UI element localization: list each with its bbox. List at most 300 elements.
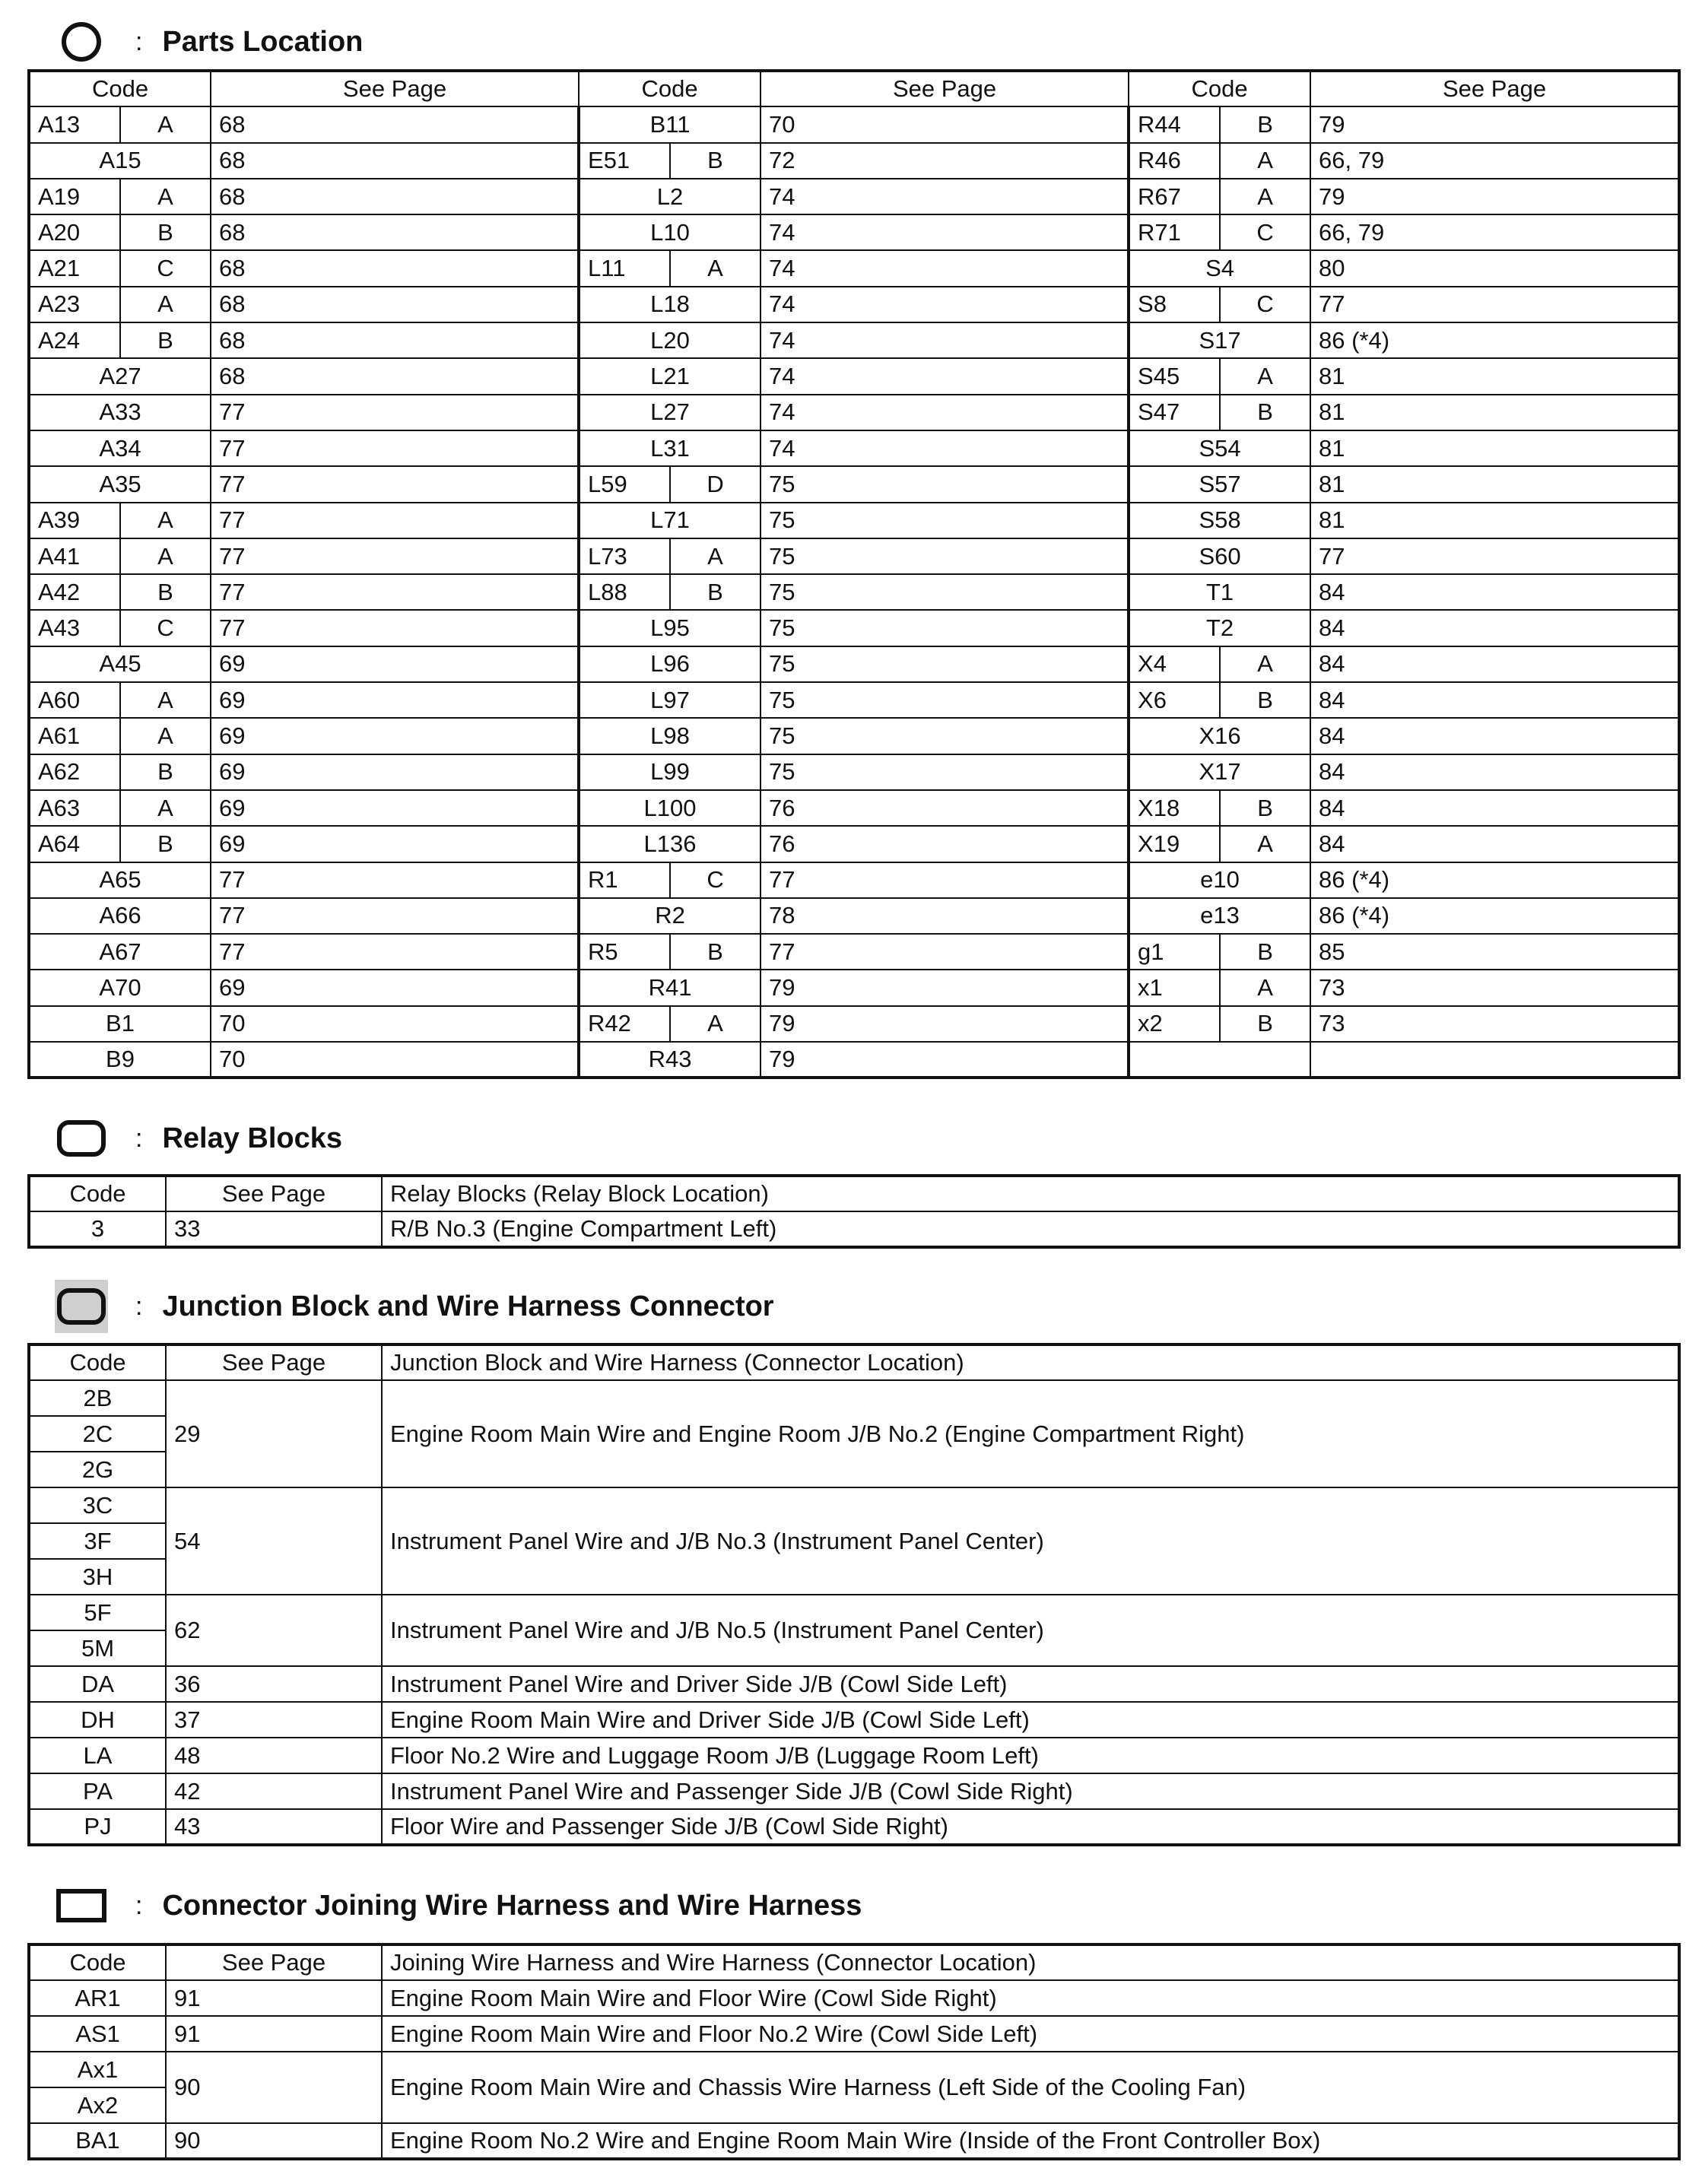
table-row	[29, 538, 1679, 574]
description-header: Joining Wire Harness and Wire Harness (Connector Location)	[382, 1944, 1679, 1980]
table-header-row	[29, 1944, 1679, 1980]
see-page-cell: 79	[761, 1042, 1129, 1078]
junction-block-heading	[55, 1280, 774, 1333]
table-row	[29, 143, 1679, 179]
code-cell: S4	[1129, 250, 1310, 286]
code-cell: A34	[29, 430, 211, 466]
code-cell: S60	[1129, 538, 1310, 574]
code-cell: LA	[29, 1738, 166, 1773]
heading-colon: :	[135, 1123, 143, 1153]
shaded-rounded-rect-symbol-icon	[55, 1280, 108, 1333]
code-suffix-cell: B	[670, 934, 761, 970]
code-cell: X16	[1129, 718, 1310, 754]
code-cell: R1	[579, 862, 670, 898]
code-cell: A33	[29, 395, 211, 430]
code-suffix-cell: A	[120, 682, 211, 718]
code-suffix-cell: B	[1220, 395, 1310, 430]
see-page-cell: 48	[166, 1738, 382, 1773]
heading-colon: :	[135, 1890, 143, 1920]
code-suffix-cell: A	[120, 287, 211, 322]
code-cell: A66	[29, 898, 211, 934]
see-page-cell: 86 (*4)	[1310, 898, 1679, 934]
code-cell: T2	[1129, 610, 1310, 646]
connector-joining-heading	[55, 1879, 862, 1932]
see-page-cell: 84	[1310, 826, 1679, 862]
code-cell: L11	[579, 250, 670, 286]
junction-block-table	[27, 1343, 1681, 1846]
see-page-cell: 81	[1310, 466, 1679, 502]
see-page-cell: 69	[211, 826, 579, 862]
code-cell: B1	[29, 1006, 211, 1042]
table-row	[29, 2123, 1679, 2159]
see-page-cell: 81	[1310, 430, 1679, 466]
see-page-cell: 75	[761, 466, 1129, 502]
see-page-cell: 69	[211, 682, 579, 718]
table-row	[29, 503, 1679, 538]
code-cell	[1129, 1042, 1310, 1078]
see-page-cell: 75	[761, 503, 1129, 538]
rounded-rect-symbol-icon	[55, 1112, 108, 1165]
code-header: Code	[579, 71, 761, 106]
description-cell: Floor Wire and Passenger Side J/B (Cowl Side Right)	[382, 1809, 1679, 1845]
table-row	[29, 718, 1679, 754]
section-title: Relay Blocks	[162, 1122, 343, 1154]
description-cell: Engine Room Main Wire and Floor No.2 Wire (Cowl Side Left)	[382, 2016, 1679, 2052]
code-suffix-cell: C	[1220, 214, 1310, 250]
see-page-cell: 33	[166, 1211, 382, 1247]
see-page-cell: 76	[761, 826, 1129, 862]
see-page-cell: 79	[761, 1006, 1129, 1042]
see-page-cell: 74	[761, 322, 1129, 358]
see-page-header: See Page	[211, 71, 579, 106]
code-suffix-cell: A	[670, 1006, 761, 1042]
code-suffix-cell: A	[1220, 646, 1310, 682]
see-page-cell: 43	[166, 1809, 382, 1845]
code-header: Code	[1129, 71, 1310, 106]
description-cell: Instrument Panel Wire and Driver Side J/B (Cowl Side Left)	[382, 1666, 1679, 1702]
see-page-cell: 75	[761, 754, 1129, 790]
code-cell: A20	[29, 214, 120, 250]
see-page-header: See Page	[761, 71, 1129, 106]
code-cell: L20	[579, 322, 761, 358]
table-row	[29, 287, 1679, 322]
see-page-cell: 70	[211, 1042, 579, 1078]
code-cell: L98	[579, 718, 761, 754]
table-row	[29, 1702, 1679, 1738]
see-page-cell: 66, 79	[1310, 214, 1679, 250]
code-cell: L99	[579, 754, 761, 790]
see-page-cell: 68	[211, 143, 579, 179]
see-page-cell: 90	[166, 2052, 382, 2123]
see-page-cell: 91	[166, 1980, 382, 2016]
code-cell: R41	[579, 970, 761, 1005]
see-page-cell: 79	[1310, 106, 1679, 142]
description-header: Relay Blocks (Relay Block Location)	[382, 1176, 1679, 1211]
code-cell: X6	[1129, 682, 1220, 718]
see-page-cell: 76	[761, 790, 1129, 826]
see-page-cell: 85	[1310, 934, 1679, 970]
code-cell: 3F	[29, 1523, 166, 1559]
see-page-cell: 70	[211, 1006, 579, 1042]
see-page-cell: 68	[211, 358, 579, 394]
code-cell: R43	[579, 1042, 761, 1078]
see-page-cell: 69	[211, 790, 579, 826]
table-header-row	[29, 71, 1679, 106]
code-cell: S47	[1129, 395, 1220, 430]
table-row	[29, 1380, 1679, 1416]
description-cell: Instrument Panel Wire and J/B No.3 (Instrument Panel Center)	[382, 1487, 1679, 1595]
code-suffix-cell: A	[1220, 826, 1310, 862]
code-cell: A41	[29, 538, 120, 574]
see-page-cell: 77	[211, 503, 579, 538]
see-page-cell: 80	[1310, 250, 1679, 286]
code-cell: L96	[579, 646, 761, 682]
code-cell: Ax1	[29, 2052, 166, 2087]
code-cell: 2G	[29, 1452, 166, 1487]
see-page-cell: 77	[211, 934, 579, 970]
code-suffix-cell: C	[1220, 287, 1310, 322]
table-row	[29, 1595, 1679, 1630]
see-page-cell: 72	[761, 143, 1129, 179]
code-cell: R5	[579, 934, 670, 970]
see-page-cell: 86 (*4)	[1310, 322, 1679, 358]
code-cell: L71	[579, 503, 761, 538]
code-cell: L18	[579, 287, 761, 322]
table-row	[29, 754, 1679, 790]
see-page-cell: 90	[166, 2123, 382, 2159]
table-row	[29, 1006, 1679, 1042]
code-suffix-cell: A	[1220, 970, 1310, 1005]
code-cell: A61	[29, 718, 120, 754]
code-cell: R46	[1129, 143, 1220, 179]
code-cell: L2	[579, 179, 761, 214]
see-page-cell: 74	[761, 179, 1129, 214]
see-page-cell: 74	[761, 287, 1129, 322]
code-cell: 5F	[29, 1595, 166, 1630]
table-row	[29, 358, 1679, 394]
see-page-cell: 84	[1310, 610, 1679, 646]
see-page-cell: 84	[1310, 718, 1679, 754]
code-cell: A60	[29, 682, 120, 718]
see-page-cell: 68	[211, 287, 579, 322]
code-cell: L31	[579, 430, 761, 466]
code-cell: A67	[29, 934, 211, 970]
see-page-cell: 91	[166, 2016, 382, 2052]
relay-blocks-table	[27, 1174, 1681, 1249]
see-page-cell: 69	[211, 970, 579, 1005]
see-page-header: See Page	[166, 1944, 382, 1980]
description-cell: R/B No.3 (Engine Compartment Left)	[382, 1211, 1679, 1247]
see-page-cell: 77	[211, 898, 579, 934]
code-cell: S58	[1129, 503, 1310, 538]
table-row	[29, 1487, 1679, 1523]
see-page-cell: 79	[1310, 179, 1679, 214]
code-suffix-cell: B	[670, 574, 761, 610]
code-suffix-cell: C	[120, 250, 211, 286]
table-row	[29, 250, 1679, 286]
see-page-cell: 77	[1310, 538, 1679, 574]
code-cell: g1	[1129, 934, 1220, 970]
code-cell: DA	[29, 1666, 166, 1702]
table-row	[29, 682, 1679, 718]
see-page-cell: 77	[211, 862, 579, 898]
code-cell: Ax2	[29, 2087, 166, 2123]
code-cell: A21	[29, 250, 120, 286]
code-cell: A23	[29, 287, 120, 322]
code-cell: L97	[579, 682, 761, 718]
code-cell: A65	[29, 862, 211, 898]
code-cell: x2	[1129, 1006, 1220, 1042]
relay-blocks-heading	[55, 1112, 342, 1165]
see-page-cell: 79	[761, 970, 1129, 1005]
code-cell: A19	[29, 179, 120, 214]
code-suffix-cell: A	[120, 106, 211, 142]
heading-colon: :	[135, 1291, 143, 1321]
see-page-cell: 69	[211, 754, 579, 790]
see-page-cell: 36	[166, 1666, 382, 1702]
parts-location-heading	[55, 15, 363, 68]
table-row	[29, 1773, 1679, 1809]
see-page-cell: 74	[761, 214, 1129, 250]
code-cell: PJ	[29, 1809, 166, 1845]
see-page-header: See Page	[1310, 71, 1679, 106]
code-cell: AS1	[29, 2016, 166, 2052]
see-page-cell: 84	[1310, 682, 1679, 718]
code-suffix-cell: B	[1220, 790, 1310, 826]
code-cell: L88	[579, 574, 670, 610]
see-page-cell: 74	[761, 395, 1129, 430]
see-page-cell: 62	[166, 1595, 382, 1666]
see-page-cell: 54	[166, 1487, 382, 1595]
table-row	[29, 430, 1679, 466]
table-row	[29, 934, 1679, 970]
code-cell: 3H	[29, 1559, 166, 1595]
description-cell: Engine Room Main Wire and Engine Room J/B No.2 (Engine Compartment Right)	[382, 1380, 1679, 1487]
table-row	[29, 1980, 1679, 2016]
table-row	[29, 106, 1679, 142]
code-suffix-cell: C	[670, 862, 761, 898]
code-suffix-cell: A	[120, 538, 211, 574]
code-header: Code	[29, 1344, 166, 1380]
code-cell: L136	[579, 826, 761, 862]
see-page-cell: 77	[761, 862, 1129, 898]
code-cell: A24	[29, 322, 120, 358]
table-header-row	[29, 1344, 1679, 1380]
see-page-cell: 74	[761, 250, 1129, 286]
code-cell: 3	[29, 1211, 166, 1247]
code-cell: 3C	[29, 1487, 166, 1523]
code-suffix-cell: B	[1220, 682, 1310, 718]
code-suffix-cell: B	[120, 214, 211, 250]
description-cell: Engine Room No.2 Wire and Engine Room Main Wire (Inside of the Front Controller Box)	[382, 2123, 1679, 2159]
code-cell: A42	[29, 574, 120, 610]
see-page-cell: 75	[761, 646, 1129, 682]
code-cell: B9	[29, 1042, 211, 1078]
see-page-cell: 68	[211, 106, 579, 142]
code-cell: A39	[29, 503, 120, 538]
code-cell: BA1	[29, 2123, 166, 2159]
code-cell: L59	[579, 466, 670, 502]
see-page-header: See Page	[166, 1176, 382, 1211]
code-cell: L73	[579, 538, 670, 574]
code-cell: B11	[579, 106, 761, 142]
rectangle-symbol-icon	[55, 1879, 108, 1932]
code-suffix-cell: A	[120, 790, 211, 826]
code-cell: R67	[1129, 179, 1220, 214]
code-cell: A64	[29, 826, 120, 862]
code-cell: S8	[1129, 287, 1220, 322]
circle-symbol-icon	[55, 15, 108, 68]
see-page-cell: 75	[761, 538, 1129, 574]
section-title: Junction Block and Wire Harness Connector	[162, 1290, 774, 1322]
code-cell: A62	[29, 754, 120, 790]
description-cell: Floor No.2 Wire and Luggage Room J/B (Luggage Room Left)	[382, 1738, 1679, 1773]
section-title: Connector Joining Wire Harness and Wire Harness	[162, 1889, 862, 1922]
table-row	[29, 574, 1679, 610]
see-page-cell: 69	[211, 718, 579, 754]
code-cell: E51	[579, 143, 670, 179]
code-suffix-cell: B	[120, 754, 211, 790]
code-cell: L27	[579, 395, 761, 430]
code-cell: X19	[1129, 826, 1220, 862]
see-page-cell: 68	[211, 250, 579, 286]
code-cell: L95	[579, 610, 761, 646]
code-suffix-cell: A	[120, 179, 211, 214]
see-page-cell: 81	[1310, 395, 1679, 430]
see-page-cell: 77	[211, 538, 579, 574]
see-page-cell: 77	[211, 610, 579, 646]
code-cell: A63	[29, 790, 120, 826]
code-cell: L21	[579, 358, 761, 394]
table-row	[29, 898, 1679, 934]
see-page-cell: 81	[1310, 358, 1679, 394]
code-cell: PA	[29, 1773, 166, 1809]
code-cell: 2C	[29, 1416, 166, 1452]
see-page-cell: 84	[1310, 646, 1679, 682]
code-cell: T1	[1129, 574, 1310, 610]
code-cell: 5M	[29, 1630, 166, 1666]
table-row	[29, 179, 1679, 214]
see-page-cell: 29	[166, 1380, 382, 1487]
code-suffix-cell: D	[670, 466, 761, 502]
code-cell: L10	[579, 214, 761, 250]
code-suffix-cell: B	[670, 143, 761, 179]
table-row	[29, 1809, 1679, 1845]
see-page-cell: 77	[211, 395, 579, 430]
code-cell: x1	[1129, 970, 1220, 1005]
code-cell: DH	[29, 1702, 166, 1738]
code-cell: e13	[1129, 898, 1310, 934]
see-page-cell	[1310, 1042, 1679, 1078]
code-suffix-cell: B	[1220, 1006, 1310, 1042]
table-row	[29, 610, 1679, 646]
code-cell: e10	[1129, 862, 1310, 898]
table-row	[29, 1211, 1679, 1247]
code-cell: S45	[1129, 358, 1220, 394]
see-page-cell: 86 (*4)	[1310, 862, 1679, 898]
see-page-cell: 84	[1310, 574, 1679, 610]
see-page-cell: 42	[166, 1773, 382, 1809]
description-cell: Engine Room Main Wire and Driver Side J/B (Cowl Side Left)	[382, 1702, 1679, 1738]
see-page-cell: 73	[1310, 970, 1679, 1005]
see-page-cell: 68	[211, 322, 579, 358]
see-page-cell: 78	[761, 898, 1129, 934]
see-page-cell: 37	[166, 1702, 382, 1738]
section-title: Parts Location	[162, 25, 364, 58]
code-cell: X17	[1129, 754, 1310, 790]
description-cell: Engine Room Main Wire and Chassis Wire Harness (Left Side of the Cooling Fan)	[382, 2052, 1679, 2123]
code-cell: A15	[29, 143, 211, 179]
table-row	[29, 2016, 1679, 2052]
table-row	[29, 322, 1679, 358]
code-suffix-cell: A	[120, 503, 211, 538]
see-page-cell: 75	[761, 610, 1129, 646]
see-page-cell: 68	[211, 214, 579, 250]
table-header-row	[29, 1176, 1679, 1211]
see-page-cell: 77	[211, 466, 579, 502]
code-cell: R71	[1129, 214, 1220, 250]
see-page-cell: 69	[211, 646, 579, 682]
heading-colon: :	[135, 27, 143, 56]
code-cell: 2B	[29, 1380, 166, 1416]
table-row	[29, 1666, 1679, 1702]
code-suffix-cell: A	[670, 250, 761, 286]
see-page-cell: 75	[761, 718, 1129, 754]
code-cell: S54	[1129, 430, 1310, 466]
see-page-cell: 70	[761, 106, 1129, 142]
see-page-cell: 77	[1310, 287, 1679, 322]
code-cell: A27	[29, 358, 211, 394]
see-page-cell: 84	[1310, 754, 1679, 790]
table-row	[29, 2052, 1679, 2087]
code-cell: X18	[1129, 790, 1220, 826]
code-cell: A43	[29, 610, 120, 646]
code-cell: X4	[1129, 646, 1220, 682]
see-page-cell: 77	[211, 430, 579, 466]
description-cell: Instrument Panel Wire and Passenger Side J/B (Cowl Side Right)	[382, 1773, 1679, 1809]
code-suffix-cell: A	[1220, 358, 1310, 394]
table-row	[29, 790, 1679, 826]
see-page-cell: 75	[761, 682, 1129, 718]
connector-joining-table	[27, 1943, 1681, 2160]
code-header: Code	[29, 1176, 166, 1211]
description-cell: Instrument Panel Wire and J/B No.5 (Instrument Panel Center)	[382, 1595, 1679, 1666]
code-cell: L100	[579, 790, 761, 826]
table-row	[29, 466, 1679, 502]
code-suffix-cell: A	[670, 538, 761, 574]
code-suffix-cell: B	[120, 826, 211, 862]
table-row	[29, 862, 1679, 898]
see-page-cell: 74	[761, 430, 1129, 466]
see-page-cell: 73	[1310, 1006, 1679, 1042]
description-cell: Engine Room Main Wire and Floor Wire (Cowl Side Right)	[382, 1980, 1679, 2016]
see-page-cell: 81	[1310, 503, 1679, 538]
table-row	[29, 1042, 1679, 1078]
code-header: Code	[29, 1944, 166, 1980]
code-suffix-cell: B	[120, 574, 211, 610]
code-cell: R42	[579, 1006, 670, 1042]
code-header: Code	[29, 71, 211, 106]
code-suffix-cell: C	[120, 610, 211, 646]
code-suffix-cell: B	[120, 322, 211, 358]
table-row	[29, 214, 1679, 250]
code-suffix-cell: B	[1220, 934, 1310, 970]
table-row	[29, 1738, 1679, 1773]
parts-location-table	[27, 69, 1681, 1079]
code-cell: A35	[29, 466, 211, 502]
code-suffix-cell: A	[1220, 179, 1310, 214]
see-page-cell: 74	[761, 358, 1129, 394]
